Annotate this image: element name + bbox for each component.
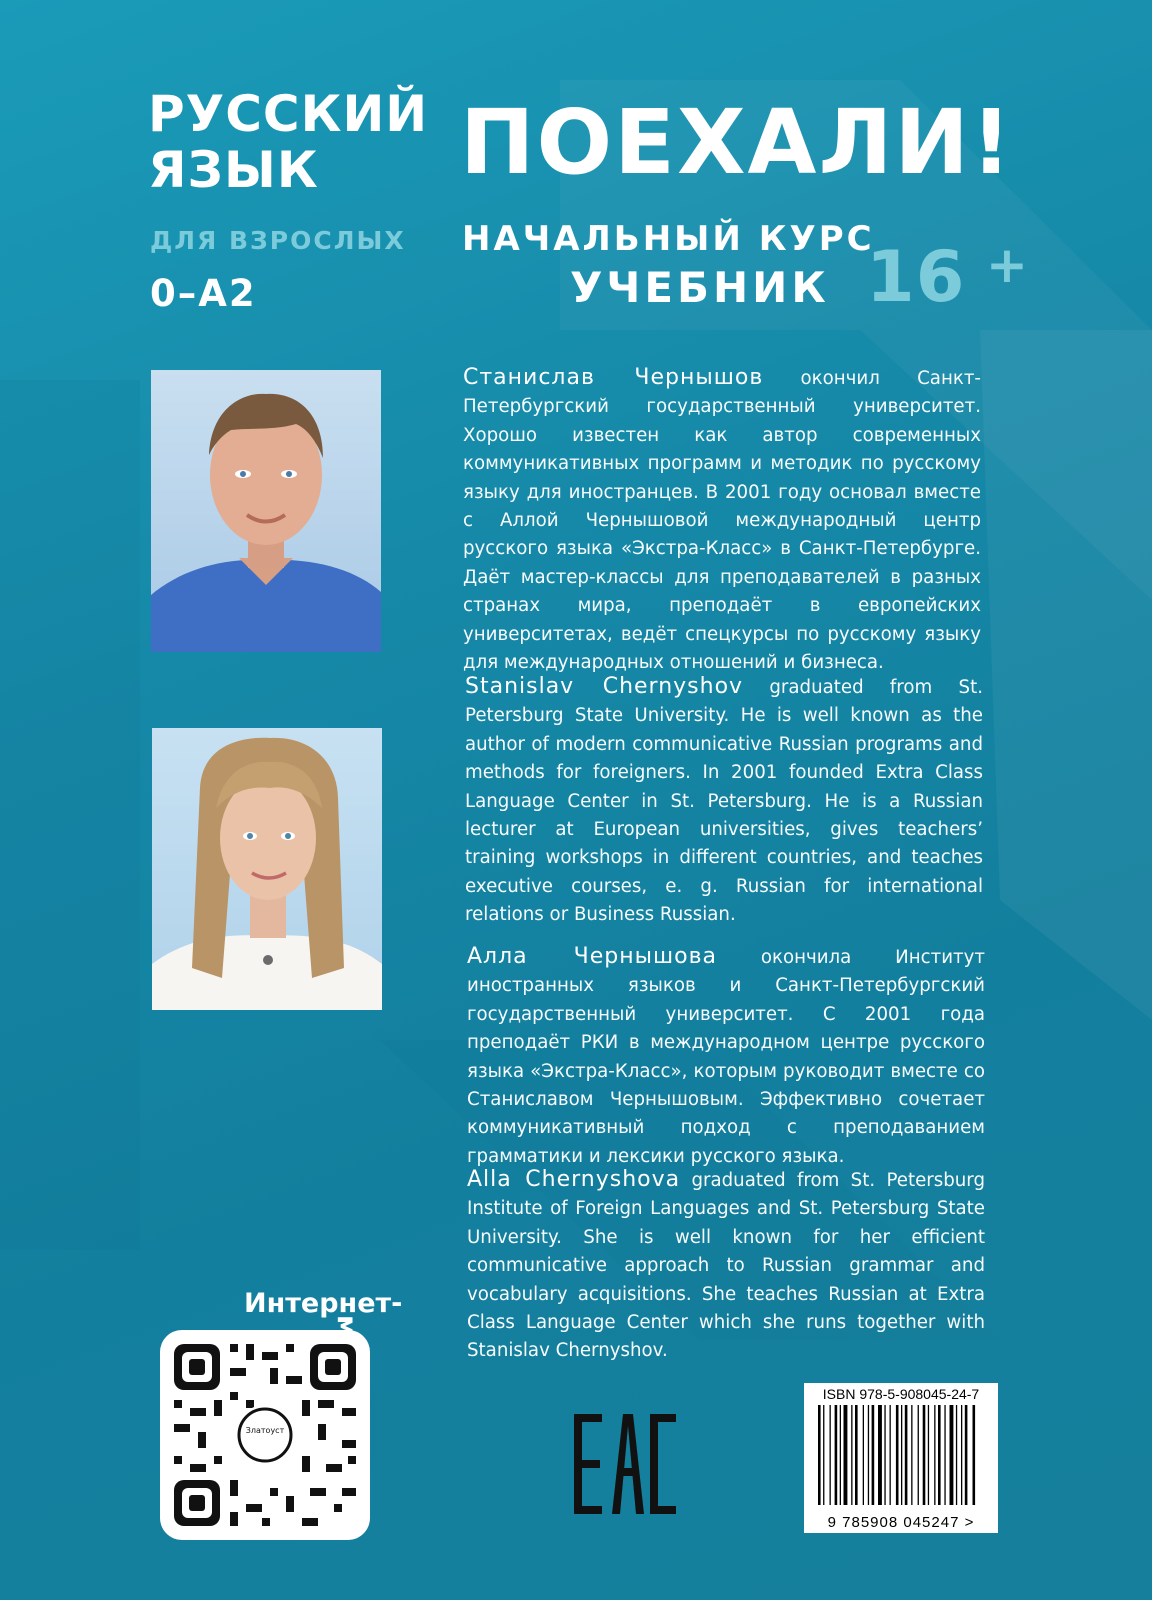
- qr-code-card[interactable]: [160, 1330, 370, 1540]
- barcode: [804, 1383, 998, 1533]
- bio-stanislav-ru: [463, 364, 981, 677]
- series-title: [148, 86, 428, 198]
- author-name-ru: Алла Чернышова: [467, 944, 718, 969]
- author-bio-ru: окончил Санкт-Петербургский государственный университет. Хорошо известен как автор современных коммуникативных программ и методик по русскому языку для иностранцев. В 2001 году основал вместе с Аллой Чернышовой международный центр русского языка «Экстра-Класс» в Санкт-Петербурге. Даёт мастер-классы для преподавателей в разных странах мира, преподаёт в европейских университетах, ведёт спецкурсы по русскому языку для международных отношений и бизнеса.: [463, 368, 981, 674]
- series-title-line1: РУССКИЙ: [148, 85, 429, 143]
- author-bio-en: graduated from St. Petersburg Institute of Foreign Languages and St. Petersburg State University. She is well known for her efficient communicative approach to Russian grammar and vocabulary acquisitions. She teaches Russian at Extra Class Language Center which she runs together with Stanislav Chernyshov.: [467, 1170, 985, 1362]
- audience-label: ДЛЯ ВЗРОСЛЫХ: [150, 226, 406, 255]
- author-bio-ru: окончила Институт иностранных языков и Санкт-Петербургский государственный университет. С 2001 года преподаёт РКИ в международном центре русского языка «Экстра-Класс», которым руководит вместе со Станиславом Чернышовым. Эффективно сочетает коммуникативный подход с преподаванием грамматики и лексики русского языка.: [467, 947, 985, 1167]
- age-rating: 16: [866, 236, 966, 318]
- author-name-en: Stanislav Chernyshov: [465, 674, 744, 699]
- course-label: НАЧАЛЬНЫЙ КУРС: [462, 219, 875, 259]
- author-photo-stanislav: [151, 370, 381, 652]
- ean-text: 9 785908 045247 >: [827, 1514, 975, 1531]
- shop-label: Интернет-: [244, 1288, 403, 1319]
- bio-alla-en: [467, 1166, 985, 1366]
- book-title: ПОЕХАЛИ!: [460, 90, 1014, 194]
- level-label: 0–A2: [150, 272, 257, 315]
- age-rating-plus: +: [986, 236, 1028, 294]
- qr-logo-text: Златоуст: [245, 1426, 285, 1435]
- author-bio-en: graduated from St. Petersburg State University. He is well known as the author of modern communicative Russian programs and methods for foreigners. In 2001 founded Extra Class Language Center in St. Petersburg. He is a Russian lecturer at European universities, gives teachers’ training workshops in different countries, and teaches executive courses, e. g. Russian for international relations or Business Russian.: [465, 677, 983, 926]
- bio-stanislav-en: [465, 673, 983, 930]
- qr-code-icon: [160, 1330, 370, 1540]
- barcode-icon: [804, 1383, 998, 1533]
- author-name-en: Alla Chernyshova: [467, 1167, 681, 1192]
- series-title-line2: ЯЗЫК: [148, 141, 319, 199]
- author-photo-alla: [152, 728, 382, 1010]
- book-type-label: УЧЕБНИК: [570, 263, 830, 312]
- eac-mark: [570, 1410, 680, 1520]
- bio-alla-ru: [467, 943, 985, 1171]
- author-name-ru: Станислав Чернышов: [463, 365, 764, 390]
- eac-mark-icon: [570, 1410, 680, 1520]
- isbn-text: ISBN 978-5-908045-24-7: [822, 1386, 980, 1402]
